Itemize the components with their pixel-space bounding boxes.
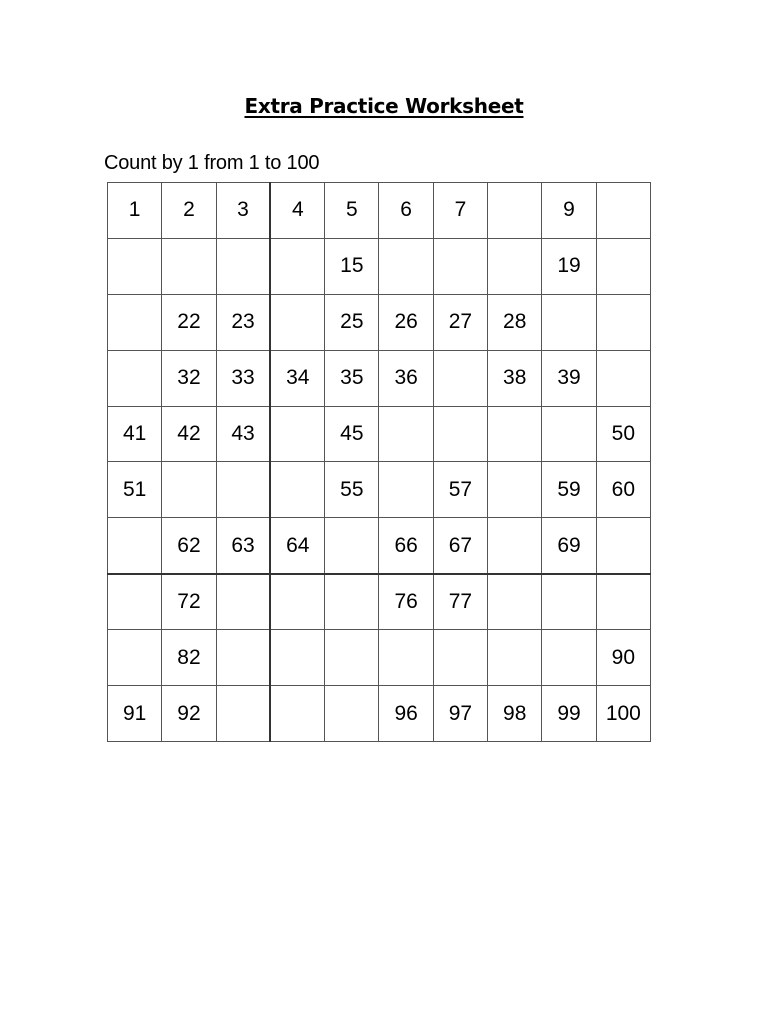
grid-cell (488, 183, 542, 239)
grid-cell: 1 (108, 183, 162, 239)
grid-cell (325, 630, 379, 686)
grid-row (108, 350, 651, 406)
grid-row (108, 574, 651, 630)
grid-cell: 59 (542, 462, 596, 518)
grid-cell: 4 (270, 183, 324, 239)
grid-cell: 3 (216, 183, 270, 239)
grid-cell (596, 183, 650, 239)
grid-cell (216, 462, 270, 518)
grid-cell: 64 (270, 518, 324, 574)
grid-cell (216, 574, 270, 630)
grid-cell: 7 (433, 183, 487, 239)
grid-cell: 55 (325, 462, 379, 518)
grid-cell (162, 238, 216, 294)
grid-cell (379, 238, 433, 294)
grid-cell: 91 (108, 686, 162, 742)
grid-cell: 82 (162, 630, 216, 686)
grid-cell: 34 (270, 350, 324, 406)
grid-cell: 27 (433, 294, 487, 350)
grid-cell (270, 630, 324, 686)
page-title: Extra Practice Worksheet (244, 94, 524, 118)
grid-cell: 33 (216, 350, 270, 406)
grid-cell: 51 (108, 462, 162, 518)
grid-cell: 45 (325, 406, 379, 462)
grid-cell (488, 630, 542, 686)
grid-cell (379, 630, 433, 686)
grid-cell (270, 294, 324, 350)
grid-cell (596, 350, 650, 406)
grid-cell: 6 (379, 183, 433, 239)
grid-cell (108, 574, 162, 630)
grid-cell: 76 (379, 574, 433, 630)
grid-cell (379, 462, 433, 518)
grid-cell (108, 350, 162, 406)
grid-cell: 39 (542, 350, 596, 406)
grid-cell: 22 (162, 294, 216, 350)
grid-row (108, 686, 651, 742)
grid-cell: 62 (162, 518, 216, 574)
grid-cell (433, 406, 487, 462)
grid-cell (325, 686, 379, 742)
grid-cell (379, 406, 433, 462)
grid-cell (270, 462, 324, 518)
grid-cell (433, 630, 487, 686)
grid-cell (433, 350, 487, 406)
grid-cell: 67 (433, 518, 487, 574)
grid-cell (216, 686, 270, 742)
grid-cell (162, 462, 216, 518)
grid-cell: 72 (162, 574, 216, 630)
grid-cell (596, 518, 650, 574)
grid-cell (596, 294, 650, 350)
grid-cell (542, 630, 596, 686)
grid-row (108, 630, 651, 686)
grid-cell: 2 (162, 183, 216, 239)
grid-row (108, 462, 651, 518)
grid-cell (108, 630, 162, 686)
grid-row (108, 183, 651, 239)
grid-cell: 50 (596, 406, 650, 462)
grid-cell (216, 630, 270, 686)
grid-cell: 42 (162, 406, 216, 462)
grid-cell: 32 (162, 350, 216, 406)
grid-row (108, 518, 651, 574)
grid-cell (270, 686, 324, 742)
grid-cell: 43 (216, 406, 270, 462)
grid-cell: 63 (216, 518, 270, 574)
grid-row (108, 294, 651, 350)
hundreds-chart (107, 182, 651, 742)
grid-cell: 77 (433, 574, 487, 630)
grid-cell: 38 (488, 350, 542, 406)
grid-cell (596, 574, 650, 630)
grid-row (108, 406, 651, 462)
instruction-text: Count by 1 from 1 to 100 (104, 152, 320, 174)
grid-cell (542, 294, 596, 350)
grid-cell (325, 574, 379, 630)
grid-cell (325, 518, 379, 574)
grid-cell: 23 (216, 294, 270, 350)
grid-cell: 19 (542, 238, 596, 294)
grid-cell: 5 (325, 183, 379, 239)
grid-cell: 36 (379, 350, 433, 406)
grid-cell: 15 (325, 238, 379, 294)
grid-cell (433, 238, 487, 294)
grid-cell (216, 238, 270, 294)
grid-cell: 66 (379, 518, 433, 574)
grid-cell: 35 (325, 350, 379, 406)
grid-cell: 99 (542, 686, 596, 742)
grid-cell (488, 462, 542, 518)
grid-cell (270, 406, 324, 462)
grid-row (108, 238, 651, 294)
grid-cell (108, 294, 162, 350)
grid-cell: 57 (433, 462, 487, 518)
hundreds-chart-body (108, 183, 651, 742)
grid-cell (542, 406, 596, 462)
grid-cell (596, 238, 650, 294)
grid-cell: 9 (542, 183, 596, 239)
grid-cell (542, 574, 596, 630)
grid-cell (488, 574, 542, 630)
grid-cell (270, 238, 324, 294)
grid-cell: 92 (162, 686, 216, 742)
grid-cell (488, 518, 542, 574)
grid-cell (270, 574, 324, 630)
grid-cell (108, 238, 162, 294)
grid-cell (108, 518, 162, 574)
grid-cell: 69 (542, 518, 596, 574)
grid-cell (488, 406, 542, 462)
grid-cell: 28 (488, 294, 542, 350)
grid-cell (488, 238, 542, 294)
grid-cell: 100 (596, 686, 650, 742)
grid-cell: 41 (108, 406, 162, 462)
grid-cell: 25 (325, 294, 379, 350)
grid-cell: 97 (433, 686, 487, 742)
grid-cell: 96 (379, 686, 433, 742)
grid-cell: 98 (488, 686, 542, 742)
grid-cell: 90 (596, 630, 650, 686)
grid-cell: 60 (596, 462, 650, 518)
grid-cell: 26 (379, 294, 433, 350)
